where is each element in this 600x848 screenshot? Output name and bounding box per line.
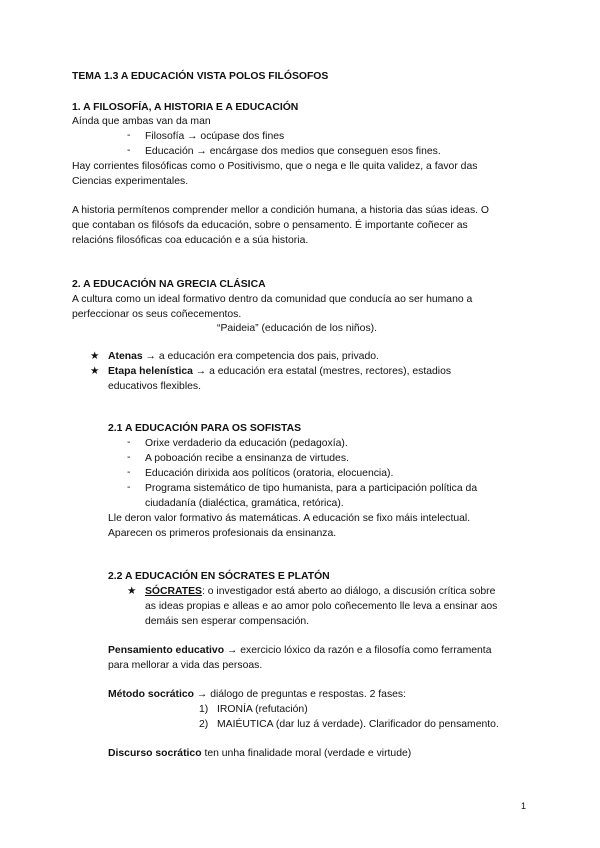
paragraph-line: A historia permítenos comprender mellor a condición humana, a historia das súas ideas. O	[72, 205, 489, 216]
dash-bullet: -	[127, 467, 131, 478]
section-2-1-heading: 2.1 A EDUCACIÓN PARA OS SOFISTAS	[108, 423, 302, 434]
list-item: IRONÍA (refutación)	[217, 704, 308, 715]
paragraph-line: Aparecen os primeros profesionais da ensinanza.	[108, 528, 337, 539]
dash-bullet: -	[127, 437, 131, 448]
paideia-line: “Paideia” (educación de los niños).	[217, 323, 377, 334]
paragraph-line	[108, 688, 406, 702]
list-item: MAIÉUTICA (dar luz á verdade). Clarificador do pensamento.	[217, 719, 499, 730]
list-number: 1)	[199, 704, 209, 715]
paragraph-line: que contaban os filósofs da educación, sobre o pensamento. É importante coñecer as	[72, 220, 468, 231]
term-socrates: SÓCRATES	[145, 586, 202, 597]
list-item: Filosofía → ocúpase dos fines	[145, 131, 285, 142]
list-item: Orixe verdaderio da educación (pedagoxía).	[145, 438, 348, 449]
paragraph-line	[108, 644, 491, 658]
term-text: : o investigador está aberto ao diálogo, a discusión crítica sobre	[201, 586, 496, 597]
paragraph-line: A cultura como un ideal formativo dentro da comunidad que conducía ao ser humano a	[72, 294, 473, 305]
term-text: → a educación era competencia dos pais, privado.	[142, 351, 379, 362]
page-number: 1	[521, 801, 527, 811]
list-item: Educación → encárgase dos medios que conseguen esos fines.	[145, 146, 441, 157]
paragraph-line: Hay corrientes filosóficas como o Positivismo, que o nega e lle quita validez, a favor das	[72, 161, 478, 172]
list-item	[145, 585, 495, 599]
term-text: ten unha finalidade moral (verdade e virtude)	[201, 748, 412, 759]
list-item	[108, 350, 379, 364]
paragraph-line: relacións filosóficas coa educación e a súa historia.	[72, 235, 309, 246]
page-title: TEMA 1.3 A EDUCACIÓN VISTA POLOS FILÓSOFOS	[72, 71, 329, 82]
list-item-continuation: educativos flexibles.	[108, 381, 201, 392]
section-1-intro: Aínda que ambas van da man	[72, 116, 211, 127]
section-1-heading: 1. A FILOSOFÍA, A HISTORIA E A EDUCACIÓN	[72, 102, 299, 113]
term-metodo: Método socrático	[108, 689, 195, 700]
star-bullet-icon: ★	[127, 585, 137, 597]
star-bullet-icon: ★	[90, 350, 100, 362]
paragraph-line: Ciencias experimentales.	[72, 176, 189, 187]
term-pensamiento: Pensamiento educativo	[108, 645, 225, 656]
list-item: Programa sistemático de tipo humanista, para a participación política da	[145, 483, 478, 494]
paragraph-line: perfeccionar os seus coñecementos.	[72, 309, 242, 320]
paragraph-line: Lle deron valor formativo ás matemáticas. A educación se fixo máis intelectual.	[108, 513, 471, 524]
dash-bullet: -	[127, 130, 131, 141]
list-item: Educación dirixida aos políticos (oratoria, elocuencia).	[145, 468, 394, 479]
list-item	[108, 365, 451, 379]
term-text: → exercicio lóxico da razón e a filosofía como ferramenta	[224, 645, 492, 656]
term-atenas: Atenas	[108, 351, 143, 362]
list-item-continuation: demáis sen esperar compensación.	[145, 616, 310, 627]
term-text: → a educación era estatal (mestres, rectores), estadios	[192, 366, 452, 377]
star-bullet-icon: ★	[90, 365, 100, 377]
term-helenistica: Etapa helenística	[108, 366, 193, 377]
term-discurso: Discurso socrático	[108, 748, 202, 759]
dash-bullet: -	[127, 145, 131, 156]
paragraph-line	[108, 747, 411, 761]
section-2-heading: 2. A EDUCACIÓN NA GRECIA CLÁSICA	[72, 279, 266, 290]
dash-bullet: -	[127, 452, 131, 463]
list-item: A poboación recibe a ensinanza de virtudes.	[145, 453, 349, 464]
list-item-continuation: as ideas propias e alleas e ao amor polo coñecemento lle leva a ensinar aos	[145, 601, 498, 612]
term-text: → diálogo de preguntas e respostas. 2 fases:	[194, 689, 407, 700]
paragraph-line: para mellorar a vida das persoas.	[108, 660, 263, 671]
list-item-continuation: ciudadanía (dialéctica, gramática, retórica).	[145, 498, 344, 509]
list-number: 2)	[199, 719, 209, 730]
section-2-2-heading: 2.2 A EDUCACIÓN EN SÓCRATES E PLATÓN	[108, 571, 330, 582]
dash-bullet: -	[127, 482, 131, 493]
